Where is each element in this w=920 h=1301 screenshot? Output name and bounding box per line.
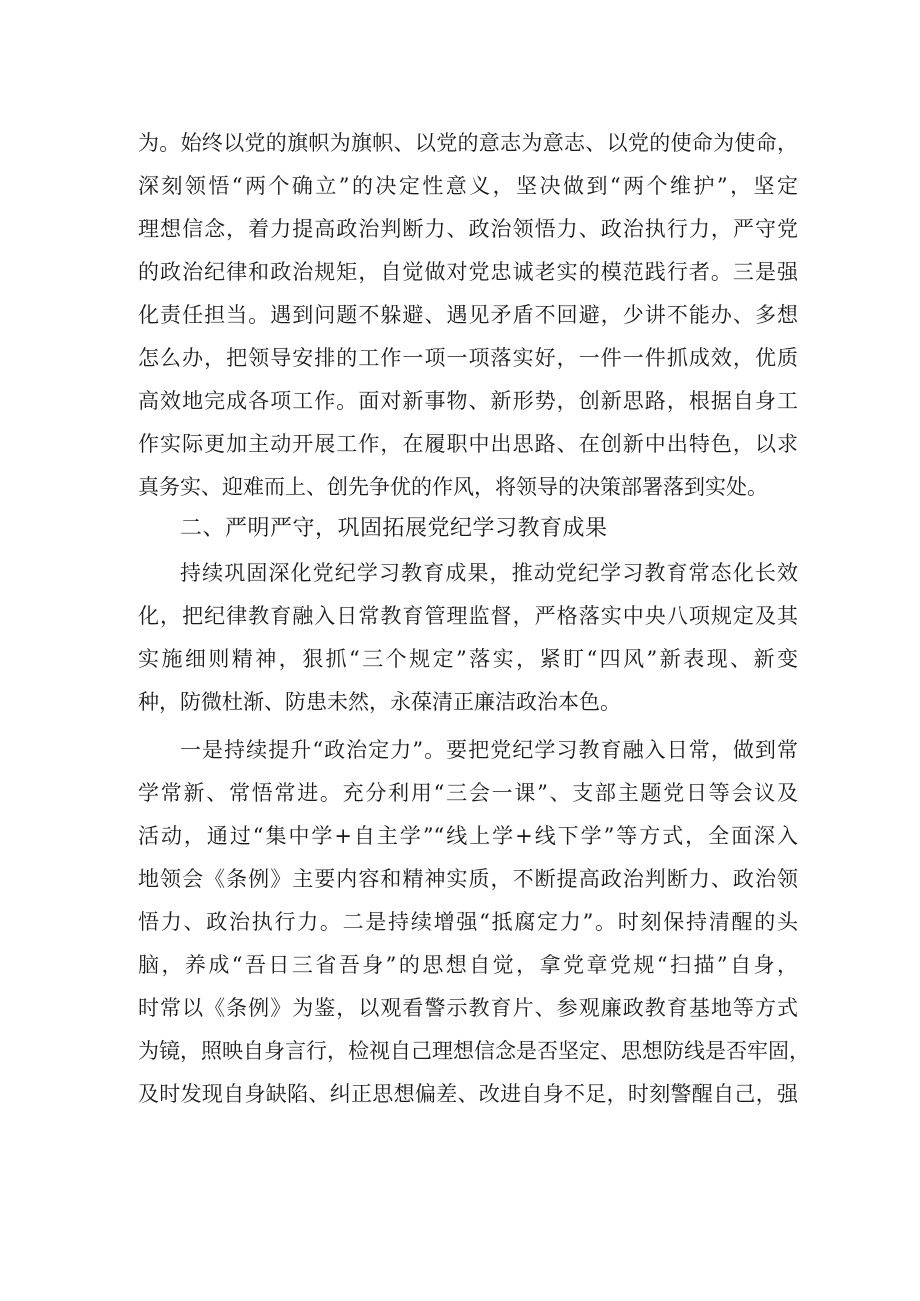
paragraph-line: 持续巩固深化党纪学习教育成果，推动党纪学习教育常态化长效 (180, 561, 798, 585)
paragraph-line: 地领会《条例》主要内容和精神实质，不断提高政治判断力、政治领 (138, 867, 798, 891)
paragraph-line: 作实际更加主动开展工作，在履职中出思路、在创新中出特色，以求 (138, 432, 798, 456)
paragraph-line: 实施细则精神，狠抓“三个规定”落实，紧盯“四风”新表现、新变 (138, 647, 798, 671)
paragraph-line: 一是持续提升“政治定力”。要把党纪学习教育融入日常，做到常 (180, 738, 798, 762)
paragraph-line: 化，把纪律教育融入日常教育管理监督，严格落实中央八项规定及其 (138, 604, 798, 628)
paragraph-line: 高效地完成各项工作。面对新事物、新形势，创新思路，根据自身工 (138, 389, 798, 413)
paragraph-line: 学常新、常悟常进。充分利用“三会一课”、支部主题党日等会议及 (138, 781, 798, 805)
paragraph-line: 化责任担当。遇到问题不躲避、遇见矛盾不回避，少讲不能办、多想 (138, 303, 798, 327)
paragraph-line: 为。始终以党的旗帜为旗帜、以党的意志为意志、以党的使命为使命， (138, 131, 798, 155)
paragraph-line: 理想信念，着力提高政治判断力、政治领悟力、政治执行力，严守党 (138, 217, 798, 241)
paragraph-line: 脑，养成“吾日三省吾身”的思想自觉，拿党章党规“扫描”自身， (138, 953, 798, 977)
section-heading: 二、严明严守，巩固拓展党纪学习教育成果 (180, 516, 608, 541)
paragraph-line: 的政治纪律和政治规矩，自觉做对党忠诚老实的模范践行者。三是强 (138, 260, 798, 284)
paragraph-line: 为镜，照映自身言行，检视自己理想信念是否坚定、思想防线是否牢固， (138, 1039, 810, 1063)
paragraph-line: 悟力、政治执行力。二是持续增强“抵腐定力”。时刻保持清醒的头 (138, 910, 798, 934)
paragraph-line: 深刻领悟“两个确立”的决定性意义，坚决做到“两个维护”，坚定 (138, 174, 798, 198)
paragraph-line: 时常以《条例》为鉴，以观看警示教育片、参观廉政教育基地等方式 (138, 996, 798, 1020)
paragraph-line: 怎么办，把领导安排的工作一项一项落实好，一件一件抓成效，优质 (138, 346, 798, 370)
paragraph-line: 种，防微杜渐、防患未然，永葆清正廉洁政治本色。 (138, 690, 621, 714)
paragraph-line: 真务实、迎难而上、创先争优的作风，将领导的决策部署落到实处。 (138, 475, 768, 499)
paragraph-line: 及时发现自身缺陷、纠正思想偏差、改进自身不足，时刻警醒自己，强 (138, 1082, 798, 1106)
paragraph-line: 活动，通过“集中学+自主学”“线上学+线下学”等方式，全面深入 (138, 824, 798, 848)
